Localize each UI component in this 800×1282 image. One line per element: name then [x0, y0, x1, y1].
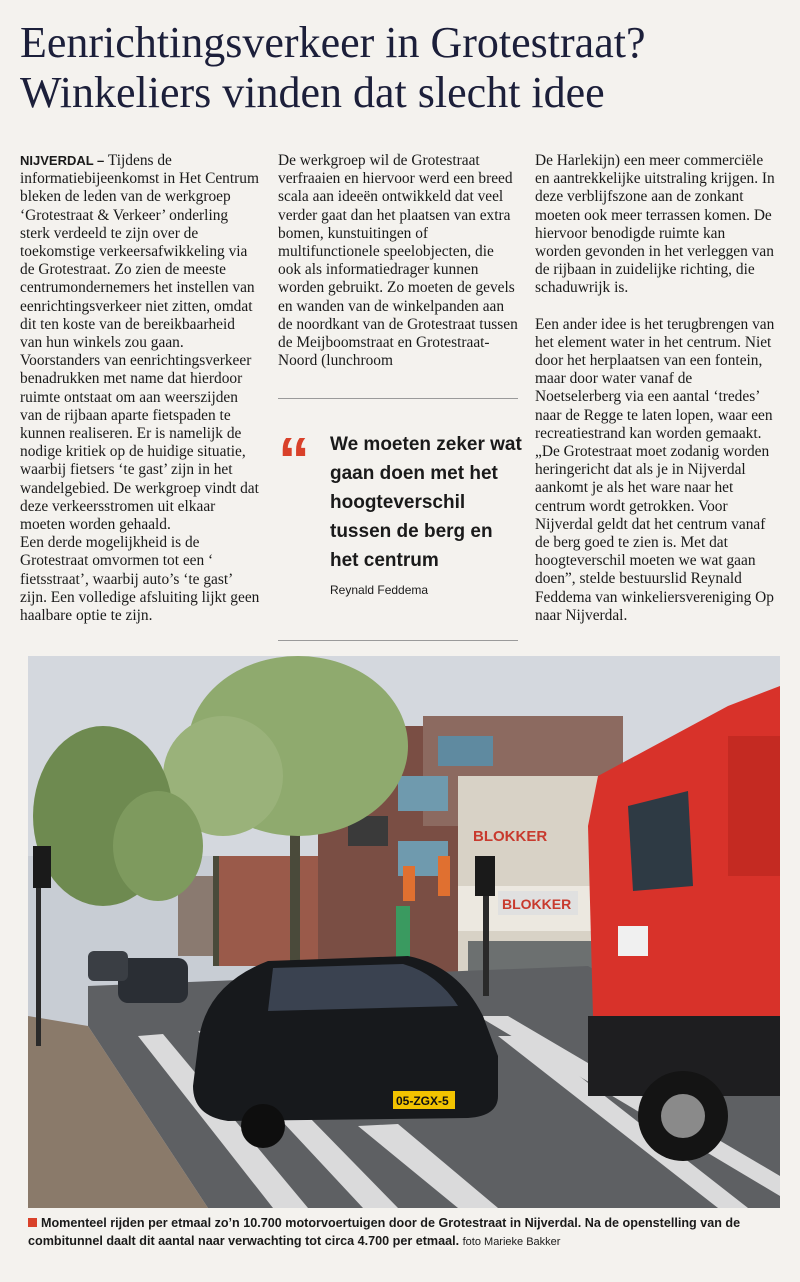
headline-line-1: Eenrichtingsverkeer in Grotestraat? [20, 18, 646, 67]
headline [20, 18, 790, 118]
caption-marker-icon [28, 1218, 37, 1227]
quote-text: We moeten zeker wat gaan doen met het hoogteverschil tussen de berg en het centrum [330, 434, 522, 571]
pull-quote [278, 424, 523, 597]
article-paragraph: De Harlekijn) een meer commerciële en aantrekkelijke uitstraling krijgen. In deze verblijfszone aan de zonkant moeten ook meer terrassen komen. De hiervoor benodigde ruimte kan worden gevonden in het verleggen van de rijbaan in zuidelijke richting, die schaduwrijk is. [535, 152, 775, 297]
article-column-1 [20, 152, 260, 625]
street-photo [28, 656, 780, 1208]
photo-caption [28, 1214, 780, 1251]
article-paragraph [20, 152, 260, 352]
article-column-2 [278, 152, 518, 370]
caption-text: Momenteel rijden per etmaal zo’n 10.700 motorvoertuigen door de Grotestraat in Nijverdal. Na de openstelling van de combitunnel daalt dit aantal naar verwachting tot circa 4.700 per etmaal. [28, 1216, 741, 1248]
paragraph-text: Tijdens de informatiebijeenkomst in Het Centrum bleken de leden van de werkgroep ‘Grotestraat & Verkeer’ onderling sterk verdeeld te zijn over de toekomstige verkeersafwikkeling via de Grotestraat. Zo zien de meeste centrumondernemers het instellen van eenrichtingsverkeer niet zitten, omdat dit ten koste van de bereikbaarheid van hun winkels zou gaan. [20, 152, 259, 352]
article-paragraph: Een derde mogelijkheid is de Grotestraat omvormen tot een ‘ fietsstraat’, waarbij auto’s ‘te gast’ zijn. Een volledige afsluiting lijkt geen haalbare optie te zijn. [20, 534, 260, 625]
headline-line-2: Winkeliers vinden dat slecht idee [20, 68, 605, 117]
photo-credit: foto Marieke Bakker [462, 1236, 561, 1248]
quote-rule-top [278, 398, 518, 399]
license-plate-text: 05-ZGX-5 [396, 1094, 449, 1108]
quote-mark-icon: “ [278, 424, 310, 496]
article-paragraph: Een ander idee is het terugbrengen van het element water in het centrum. Niet door het herplaatsen van een fontein, maar door water vanaf de Noetselerberg via een aantal ‘tredes’ naar de Regge te laten lopen, waar een recreatiestrand kan worden gemaakt. „De Grotestraat moet zodanig worden heringericht dat als je in Nijverdal aankomt je als het ware naar het centrum wordt getrokken. Voor Nijverdal geldt dat het centrum vanaf de berg goed te zien is. Met dat hoogteverschil moeten we wat gaan doen”, stelde bestuurslid Reynald Feddema van winkeliersvereniging Op naar Nijverdal. [535, 315, 775, 624]
quote-rule-bottom [278, 640, 518, 641]
blokker-sign-lower: BLOKKER [502, 896, 572, 912]
article-paragraph: Voorstanders van eenrichtingsverkeer benadrukken met name dat hierdoor ruimte ontstaat om aan weerszijden van de rijbaan aparte fietspaden te kunnen realiseren. Er is namelijk de nodige kritiek op de huidige situatie, waarbij fietsers ‘te gast’ zijn in het wandelgebied. De werkgroep vindt dat deze verkeersstromen uit elkaar moeten worden gehaald. [20, 352, 259, 534]
quote-author: Reynald Feddema [330, 583, 429, 597]
article-paragraph: De werkgroep wil de Grotestraat verfraaien en hiervoor werd een breed scala aan ideeën ontwikkeld dat veel verder gaat dan het plaatsen van extra bomen, kunstuitingen of multifunctionele speelobjecten, die ook als informatiedrager kunnen worden gebruikt. Zo moeten de gevels en wanden van de winkelpanden aan de noordkant van de Grotestraat tussen de Meijboomstraat en Grotestraat-Noord (lunchroom [278, 152, 518, 370]
article-column-3 [535, 152, 775, 625]
street-photo-illustration [28, 656, 780, 1208]
dateline: NIJVERDAL – [20, 153, 105, 168]
blokker-sign-upper: BLOKKER [473, 828, 548, 845]
